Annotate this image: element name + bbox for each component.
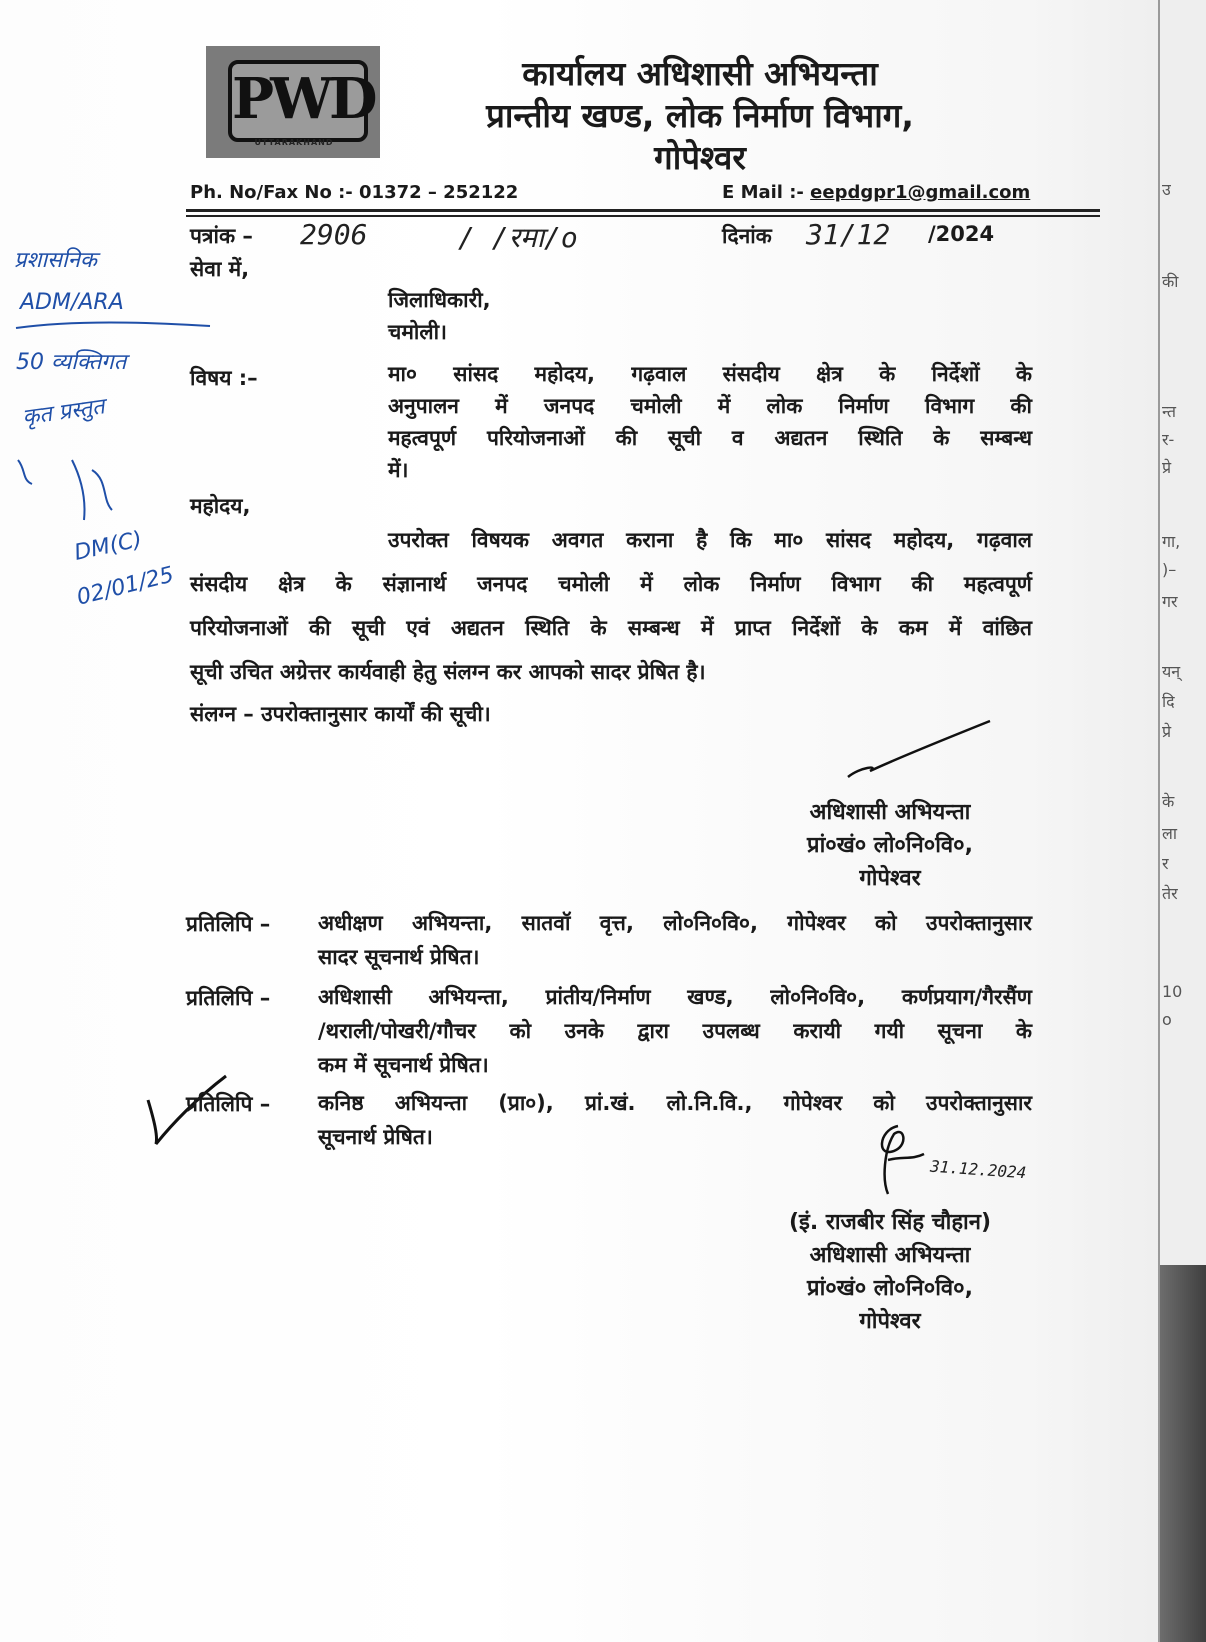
- email-line: [722, 182, 1030, 203]
- subject-text: [388, 358, 1032, 486]
- sign-date: 31.12.2024: [929, 1156, 1027, 1183]
- copy1-line: अधीक्षण अभियन्ता, सातवॉ वृत्त, लो०नि०वि०, गोपेश्वर को उपरोक्तानुसार: [318, 911, 1032, 935]
- signature-stroke: [840, 715, 1000, 785]
- copy2-line: कम में सूचनार्थ प्रेषित।: [318, 1053, 489, 1077]
- sig2-place: गोपेश्वर: [859, 1309, 921, 1334]
- recipient-line1: जिलाधिकारी,: [388, 288, 491, 312]
- phone-fax: Ph. No/Fax No :- 01372 – 252122: [190, 182, 519, 203]
- logo-subtext: UTTARAKHAND: [254, 138, 334, 147]
- ref-suffix: / /रमा/o: [458, 221, 578, 254]
- body-line-4: सूची उचित अग्रेत्तर कार्यवाही हेतु संलग्न कर आपको सादर प्रेषित है।: [190, 660, 706, 684]
- side-fragment: उ: [1162, 180, 1171, 199]
- sig1-office: प्रां०खं० लो०नि०वि०,: [807, 833, 973, 858]
- signature-block-2: [730, 1206, 1050, 1338]
- margin-note-line: ADM/ARA: [20, 290, 124, 315]
- logo-frame: [228, 60, 374, 142]
- margin-note-line: 02/01/25: [74, 562, 177, 611]
- date-handwritten: 31/12: [806, 218, 891, 251]
- copy3-line: कनिष्ठ अभियन्ता (प्रा०), प्रां.खं. लो.नि.वि., गोपेश्वर को उपरोक्तानुसार: [318, 1091, 1032, 1115]
- margin-note-line: प्रशासनिक: [14, 248, 97, 273]
- subject-line: मा० सांसद महोदय, गढ़वाल संसदीय क्षेत्र के निर्देशों के: [388, 362, 1032, 386]
- subject-label: विषय :–: [190, 366, 258, 390]
- enclosure: संलग्न – उपरोक्तानुसार कार्यों की सूची।: [190, 702, 491, 726]
- side-fragment: o: [1162, 1010, 1172, 1029]
- margin-note-line: कृत प्रस्तुत: [20, 394, 107, 431]
- margin-note-line: DM(C): [72, 527, 145, 566]
- copy-label-1: प्रतिलिपि –: [186, 912, 271, 936]
- email-label: E Mail :-: [722, 182, 811, 203]
- subject-line: अनुपालन में जनपद चमोली में लोक निर्माण विभाग की: [388, 394, 1032, 418]
- email-value: eepdgpr1@gmail.com: [810, 182, 1031, 203]
- sig1-designation: अधिशासी अभियन्ता: [809, 800, 971, 825]
- copy-label-3: प्रतिलिपि –: [186, 1092, 271, 1116]
- signature-scribble: [868, 1120, 928, 1200]
- office-title-line2: प्रान्तीय खण्ड, लोक निर्माण विभाग,: [486, 96, 914, 135]
- copy2-line: /थराली/पोखरी/गौचर को उनके द्वारा उपलब्ध करायी गयी सूचना के: [318, 1019, 1032, 1043]
- subject-line: महत्वपूर्ण परियोजनाओं की सूची व अद्यतन स्थिति के सम्बन्ध: [388, 426, 1032, 450]
- body-line-3: परियोजनाओं की सूची एवं अद्यतन स्थिति के सम्बन्ध में प्राप्त निर्देशों के कम में वांछित: [190, 616, 1032, 640]
- body-paragraph: [190, 562, 1032, 694]
- header-rule: [186, 209, 1100, 212]
- subject-line: में।: [388, 458, 409, 482]
- side-fragment: यन्: [1162, 662, 1181, 681]
- side-fragment: र-: [1162, 430, 1175, 449]
- sig2-name: (इं. राजबीर सिंह चौहान): [788, 1210, 992, 1235]
- side-fragment: प्रे: [1162, 458, 1172, 477]
- copy-text-2: [318, 980, 1032, 1082]
- side-fragment: गर: [1162, 592, 1178, 611]
- ref-number: 2906: [300, 218, 368, 251]
- ref-label: पत्रांक –: [190, 224, 253, 248]
- margin-note-underline: [14, 316, 214, 336]
- office-title-line1: कार्यालय अधिशासी अभियन्ता: [522, 54, 878, 93]
- body-line-2: संसदीय क्षेत्र के संज्ञानार्थ जनपद चमोली में लोक निर्माण विभाग की महत्वपूर्ण: [190, 572, 1032, 596]
- side-fragment: 10: [1162, 982, 1183, 1001]
- margin-note-line: 50 व्यक्तिगत: [16, 350, 127, 375]
- recipient-line2: चमोली।: [388, 320, 447, 344]
- side-fragment: की: [1162, 272, 1179, 291]
- body-line: [388, 518, 1032, 562]
- side-fragment: र: [1162, 854, 1169, 873]
- side-fragment: गा,: [1162, 532, 1181, 551]
- to-label: सेवा में,: [190, 257, 250, 281]
- copy1-line: सादर सूचनार्थ प्रेषित।: [318, 945, 480, 969]
- margin-note-squiggle: [12, 450, 132, 530]
- side-fragment: ला: [1162, 824, 1177, 843]
- side-fragment: के: [1162, 792, 1175, 811]
- pwd-logo: [206, 46, 380, 158]
- office-title-line3: गोपेश्वर: [654, 138, 746, 177]
- side-fragment: प्रे: [1162, 722, 1172, 741]
- copy-label-2: प्रतिलिपि –: [186, 986, 271, 1010]
- side-fragment: न्त: [1162, 402, 1177, 421]
- adjacent-page-strip: [1158, 0, 1206, 1642]
- signature-block-1: [740, 796, 1040, 895]
- side-fragment: दि: [1162, 692, 1175, 711]
- sig1-place: गोपेश्वर: [859, 866, 921, 891]
- date-label: दिनांक: [722, 224, 772, 248]
- sig2-designation: अधिशासी अभियन्ता: [809, 1243, 971, 1268]
- copy3-line: सूचनार्थ प्रेषित।: [318, 1125, 433, 1149]
- salutation: महोदय,: [190, 494, 251, 518]
- sig2-office: प्रां०खं० लो०नि०वि०,: [807, 1276, 973, 1301]
- side-fragment: तेर: [1162, 884, 1178, 903]
- page-shadow: [1160, 1265, 1206, 1642]
- copy2-line: अधिशासी अभियन्ता, प्रांतीय/निर्माण खण्ड, लो०नि०वि०, कर्णप्रयाग/गैरसैंण: [318, 985, 1032, 1009]
- header-rule: [186, 215, 1100, 217]
- logo-text: PWD: [232, 66, 374, 132]
- body-line-1: उपरोक्त विषयक अवगत कराना है कि मा० सांसद महोदय, गढ़वाल: [388, 528, 1032, 552]
- side-fragment: )–: [1162, 560, 1177, 579]
- date-year: /2024: [928, 222, 995, 246]
- copy-text-1: [318, 906, 1032, 974]
